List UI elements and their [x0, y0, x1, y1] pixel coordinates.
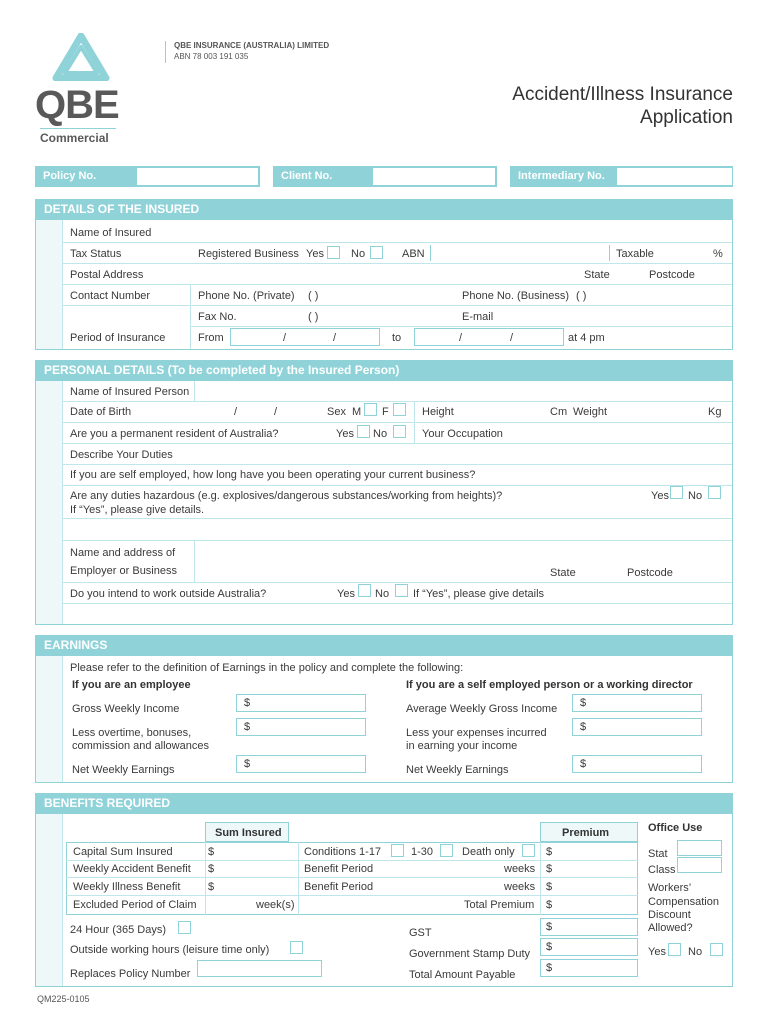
outside-details-label: If “Yes”, please give details	[413, 588, 545, 600]
workers-yes-checkbox[interactable]	[668, 943, 681, 956]
sex-label: Sex	[327, 406, 346, 418]
expenses-input[interactable]	[572, 718, 702, 736]
accident-weeks-label: weeks	[504, 863, 536, 875]
duties-label: Describe Your Duties	[70, 449, 173, 461]
employer-label-1: Name and address of	[70, 547, 176, 559]
stat-label: Stat	[648, 848, 668, 860]
expenses-label-2: in earning your income	[406, 740, 518, 752]
net-weekly-self-dollar: $	[580, 758, 587, 770]
outside-yes-label: Yes	[337, 588, 355, 600]
workers-yes-label: Yes	[648, 946, 666, 958]
class-input[interactable]	[677, 857, 722, 873]
period-of-insurance-label: Period of Insurance	[70, 332, 166, 344]
stamp-duty-dollar: $	[546, 941, 553, 953]
replaces-policy-label: Replaces Policy Number	[70, 968, 191, 980]
hazardous-yes-checkbox[interactable]	[670, 486, 683, 499]
self-employed-heading: If you are a self employed person or a working director	[406, 679, 693, 691]
hazardous-yes-label: Yes	[651, 490, 669, 502]
weekly-illness-dollar: $	[208, 881, 215, 893]
form-title-line1: Accident/Illness Insurance	[512, 84, 733, 105]
outside-hours-checkbox[interactable]	[290, 941, 303, 954]
net-weekly-input[interactable]	[236, 755, 366, 773]
work-outside-label: Do you intend to work outside Australia?	[70, 588, 267, 600]
24-hour-checkbox[interactable]	[178, 921, 191, 934]
dob-label: Date of Birth	[70, 406, 132, 418]
earnings-section-header	[35, 635, 733, 655]
gross-weekly-input[interactable]	[236, 694, 366, 712]
phone-private-label: Phone No. (Private)	[198, 290, 295, 302]
personal-heading: PERSONAL DETAILS (To be completed by the Insured Person)	[44, 363, 400, 377]
capital-sum-label: Capital Sum Insured	[73, 846, 173, 858]
taxable-label: Taxable	[616, 248, 654, 260]
hazardous-label: Are any duties hazardous (e.g. explosives/dangerous substances/working from heights)?	[70, 490, 503, 502]
workers-label-4: Allowed?	[648, 922, 693, 934]
resident-yes-label: Yes	[336, 428, 354, 440]
overtime-label-1: Less overtime, bonuses,	[72, 727, 192, 739]
intermediary-no-label: Intermediary No.	[518, 170, 605, 182]
resident-label: Are you a permanent resident of Australia?	[70, 428, 279, 440]
client-no-input[interactable]	[372, 167, 496, 186]
conditions-label: Conditions 1-17	[304, 846, 382, 858]
hazardous-details-label: If “Yes”, please give details.	[70, 504, 205, 516]
height-cm-label: Cm	[550, 406, 568, 418]
registered-no-checkbox[interactable]	[370, 246, 383, 259]
net-weekly-dollar: $	[244, 758, 251, 770]
dob-slash-1: /	[234, 406, 238, 418]
insured-section-header	[35, 199, 733, 219]
excluded-period-label: Excluded Period of Claim	[73, 899, 197, 911]
sum-insured-header: Sum Insured	[215, 827, 282, 839]
gross-weekly-dollar: $	[244, 697, 251, 709]
employer-postcode-label: Postcode	[627, 567, 673, 579]
sex-m-label: M	[352, 406, 362, 418]
employee-heading: If you are an employee	[72, 679, 191, 691]
personal-section-header	[35, 360, 733, 380]
logo-subtitle: Commercial	[40, 131, 109, 145]
weekly-accident-dollar: $	[208, 863, 215, 875]
excluded-weeks-label: week(s)	[256, 899, 295, 911]
illness-benefit-period-label: Benefit Period	[304, 881, 374, 893]
state-label: State	[584, 269, 610, 281]
postal-address-label: Postal Address	[70, 269, 144, 281]
abn-input[interactable]	[430, 245, 610, 261]
taxable-percent: %	[713, 248, 723, 260]
stamp-duty-label: Government Stamp Duty	[409, 948, 531, 960]
weekly-accident-label: Weekly Accident Benefit	[73, 863, 191, 875]
at-4pm-label: at 4 pm	[568, 332, 605, 344]
company-abn: ABN 78 003 191 035	[174, 52, 249, 61]
conditions-1-30-label: 1-30	[411, 846, 434, 858]
death-only-checkbox[interactable]	[522, 844, 535, 857]
sex-m-checkbox[interactable]	[364, 403, 377, 416]
occupation-label: Your Occupation	[422, 428, 503, 440]
illness-weeks-label: weeks	[504, 881, 536, 893]
postcode-label: Postcode	[649, 269, 695, 281]
client-no-label: Client No.	[281, 170, 333, 182]
overtime-input[interactable]	[236, 718, 366, 736]
replaces-policy-input[interactable]	[197, 960, 322, 977]
earnings-heading: EARNINGS	[44, 638, 108, 652]
capital-sum-dollar: $	[208, 846, 215, 858]
employer-state-label: State	[550, 567, 576, 579]
to-label: to	[392, 332, 402, 344]
net-weekly-self-label: Net Weekly Earnings	[406, 764, 509, 776]
resident-no-label: No	[373, 428, 388, 440]
weight-label: Weight	[573, 406, 608, 418]
total-premium-label: Total Premium	[464, 899, 535, 911]
registered-yes-label: Yes	[306, 248, 324, 260]
period-from-input[interactable]	[230, 328, 380, 346]
sex-f-checkbox[interactable]	[393, 403, 406, 416]
phone-business-label: Phone No. (Business)	[462, 290, 569, 302]
workers-label-2: Compensation	[648, 896, 719, 908]
outside-hours-label: Outside working hours (leisure time only)	[70, 944, 270, 956]
total-payable-label: Total Amount Payable	[409, 969, 516, 981]
workers-no-checkbox[interactable]	[710, 943, 723, 956]
benefits-section-header	[35, 793, 733, 813]
registered-yes-checkbox[interactable]	[327, 246, 340, 259]
to-slash-2: /	[510, 332, 514, 344]
total-payable-dollar: $	[546, 962, 553, 974]
conditions-1-30-checkbox[interactable]	[440, 844, 453, 857]
gst-label: GST	[409, 927, 432, 939]
average-weekly-input[interactable]	[572, 694, 702, 712]
qbe-triangle-logo-icon	[52, 33, 110, 81]
insured-person-name-label: Name of Insured Person	[70, 386, 190, 398]
intermediary-no-input[interactable]	[616, 167, 733, 186]
stat-input[interactable]	[677, 840, 722, 856]
net-weekly-self-input[interactable]	[572, 755, 702, 773]
conditions-checkbox[interactable]	[391, 844, 404, 857]
from-slash-1: /	[283, 332, 287, 344]
workers-no-label: No	[688, 946, 703, 958]
policy-no-input[interactable]	[136, 167, 259, 186]
registered-no-label: No	[351, 248, 366, 260]
height-label: Height	[422, 406, 454, 418]
outside-yes-checkbox[interactable]	[358, 584, 371, 597]
death-only-label: Death only	[462, 846, 515, 858]
accident-benefit-period-label: Benefit Period	[304, 863, 374, 875]
self-employed-label: If you are self employed, how long have you been operating your current business?	[70, 469, 476, 481]
benefits-heading: BENEFITS REQUIRED	[44, 796, 171, 810]
office-use-header: Office Use	[648, 822, 703, 834]
name-of-insured-label: Name of Insured	[70, 227, 152, 239]
premium-header: Premium	[562, 827, 610, 839]
expenses-label-1: Less your expenses incurred	[406, 727, 547, 739]
expenses-dollar: $	[580, 721, 587, 733]
gst-input[interactable]	[540, 918, 638, 936]
24-hour-label: 24 Hour (365 Days)	[70, 924, 166, 936]
company-name: QBE INSURANCE (AUSTRALIA) LIMITED	[174, 41, 330, 50]
hazardous-no-label: No	[688, 490, 703, 502]
tax-status-label: Tax Status	[70, 248, 122, 260]
illness-premium-dollar: $	[546, 881, 553, 893]
overtime-dollar: $	[244, 721, 251, 733]
sex-f-label: F	[382, 406, 389, 418]
net-weekly-label: Net Weekly Earnings	[72, 764, 175, 776]
to-slash-1: /	[459, 332, 463, 344]
resident-yes-checkbox[interactable]	[357, 425, 370, 438]
gst-dollar: $	[546, 921, 553, 933]
stamp-duty-input[interactable]	[540, 938, 638, 956]
total-premium-dollar: $	[546, 899, 553, 911]
period-to-input[interactable]	[414, 328, 564, 346]
form-title-line2: Application	[640, 107, 733, 128]
registered-business-label: Registered Business	[198, 248, 299, 260]
phone-business-area: ( )	[576, 290, 587, 302]
overtime-label-2: commission and allowances	[72, 740, 209, 752]
total-payable-input[interactable]	[540, 959, 638, 977]
hazardous-no-checkbox[interactable]	[708, 486, 721, 499]
logo-text: QBE	[35, 83, 119, 127]
weekly-illness-label: Weekly Illness Benefit	[73, 881, 181, 893]
fax-area: ( )	[308, 311, 319, 323]
from-slash-2: /	[333, 332, 337, 344]
outside-no-checkbox[interactable]	[395, 584, 408, 597]
workers-label-3: Discount	[648, 909, 691, 921]
earnings-intro: Please refer to the definition of Earnings in the policy and complete the following:	[70, 662, 464, 674]
phone-private-area: ( )	[308, 290, 319, 302]
accident-premium-dollar: $	[546, 863, 553, 875]
weight-kg-label: Kg	[708, 406, 722, 418]
workers-label-1: Workers’	[648, 882, 692, 894]
resident-no-checkbox[interactable]	[393, 425, 406, 438]
employer-label-2: Employer or Business	[70, 565, 177, 577]
fax-label: Fax No.	[198, 311, 237, 323]
from-label: From	[198, 332, 224, 344]
form-code: QM225-0105	[37, 994, 90, 1004]
average-weekly-dollar: $	[580, 697, 587, 709]
email-label: E-mail	[462, 311, 494, 323]
capital-premium-dollar: $	[546, 846, 553, 858]
policy-no-label: Policy No.	[43, 170, 97, 182]
insured-heading: DETAILS OF THE INSURED	[44, 202, 200, 216]
average-weekly-label: Average Weekly Gross Income	[406, 703, 558, 715]
dob-slash-2: /	[274, 406, 278, 418]
contact-number-label: Contact Number	[70, 290, 151, 302]
class-label: Class	[648, 864, 676, 876]
abn-label: ABN	[402, 248, 425, 260]
gross-weekly-label: Gross Weekly Income	[72, 703, 180, 715]
outside-no-label: No	[375, 588, 390, 600]
